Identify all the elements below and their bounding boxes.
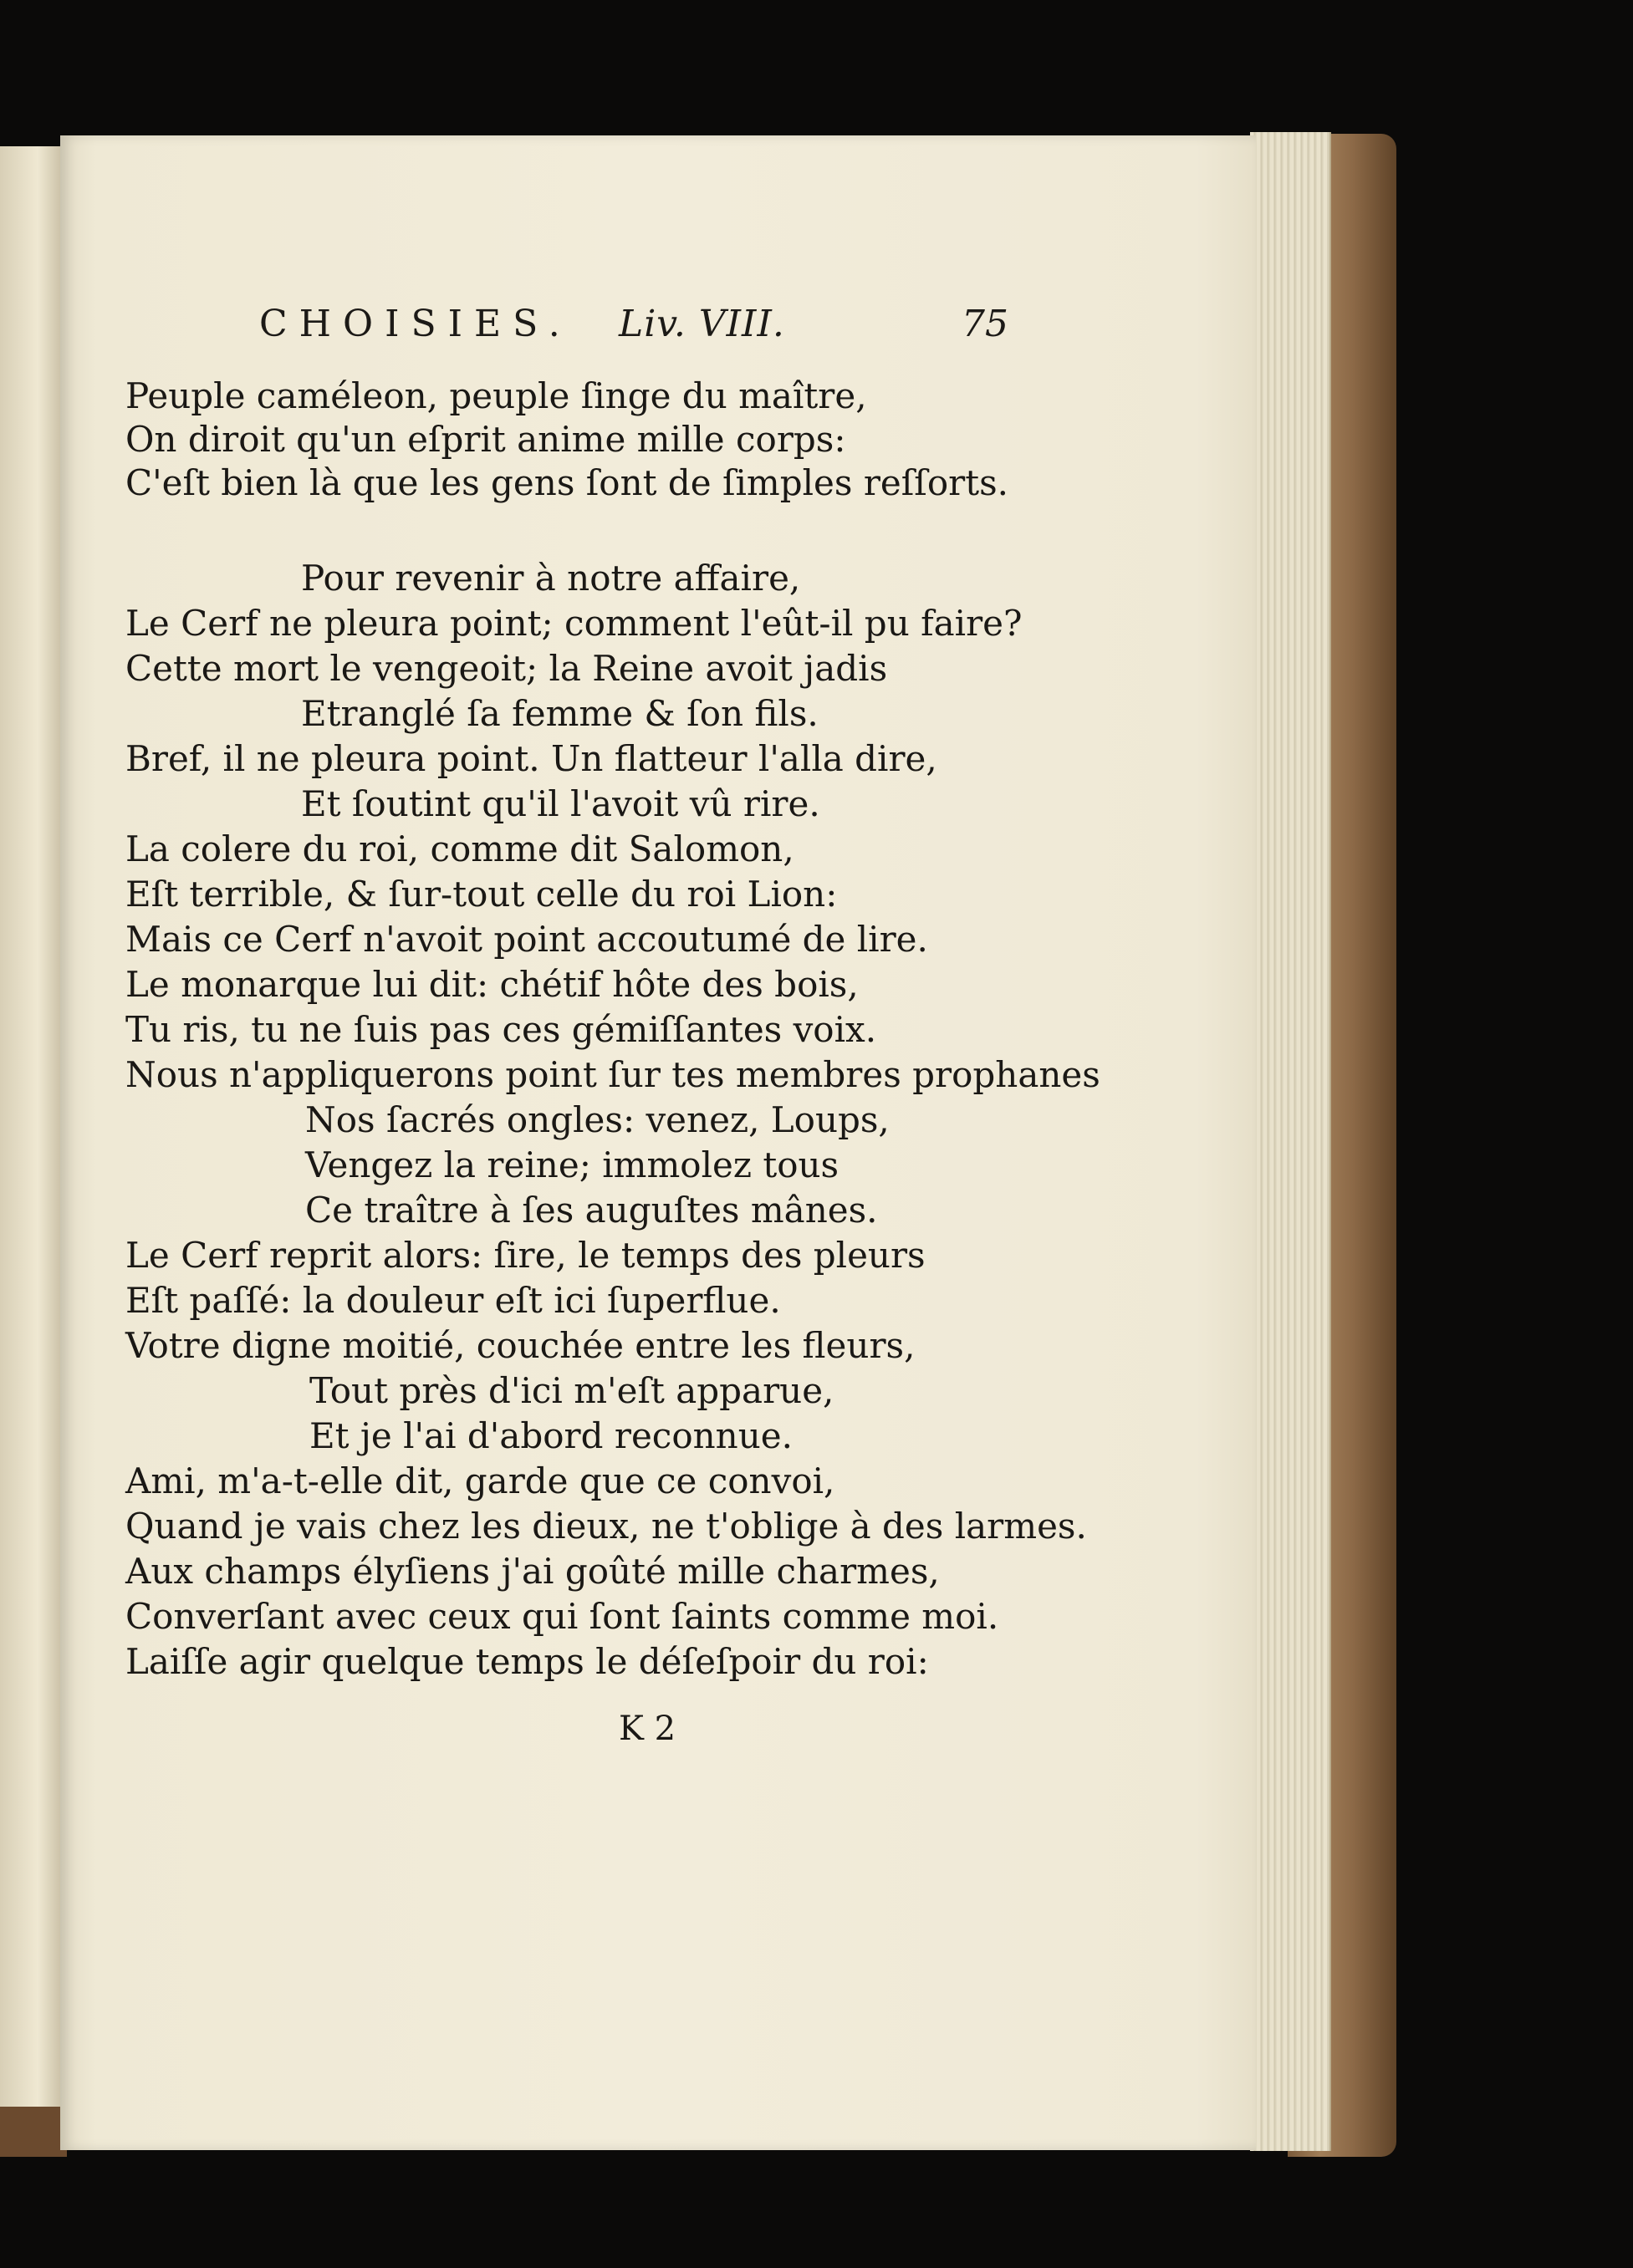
verse-line: Tout près d'ici m'eſt apparue,	[309, 1370, 834, 1411]
verse-line: On diroit qu'un eſprit anime mille corps:	[125, 419, 846, 460]
verse-line: Bref, il ne pleura point. Un flatteur l'alla dire,	[125, 738, 937, 779]
verse-line: Le Cerf reprit alors: ſire, le temps des pleurs	[125, 1235, 926, 1276]
verse-line: Ami, m'a-t-elle dit, garde que ce convoi,	[125, 1460, 835, 1501]
verse-line: Et je l'ai d'abord reconnue.	[309, 1415, 793, 1456]
verse-line: Le Cerf ne pleura point; comment l'eût-il pu faire?	[125, 603, 1023, 644]
verse-line: Le monarque lui dit: chétif hôte des bois,	[125, 964, 859, 1005]
running-title: CHOISIES.	[259, 303, 572, 345]
verse-line: C'eſt bien là que les gens ſont de ſimples reſſorts.	[125, 462, 1008, 503]
page-block-edges	[1250, 132, 1331, 2151]
verse-line: Ce traître à ſes auguſtes mânes.	[305, 1190, 878, 1231]
verse-line: Etranglé ſa femme & ſon fils.	[301, 693, 819, 734]
verse-line: Peuple caméleon, peuple ſinge du maître,	[125, 375, 867, 416]
left-cover	[0, 2107, 67, 2157]
facing-page-edge	[0, 146, 65, 2119]
page-number: 75	[962, 303, 1008, 345]
verse-line: Converſant avec ceux qui ſont ſaints comme moi.	[125, 1596, 999, 1637]
verse-line: Nos ſacrés ongles: venez, Loups,	[305, 1099, 890, 1140]
verse-line: Cette mort le vengeoit; la Reine avoit jadis	[125, 648, 888, 689]
verse-line: Et ſoutint qu'il l'avoit vû rire.	[301, 783, 820, 824]
verse-line: Vengez la reine; immolez tous	[305, 1144, 839, 1185]
verse-line: Nous n'appliquerons point ſur tes membres prophanes	[125, 1054, 1100, 1095]
verse-line: Pour revenir à notre affaire,	[301, 558, 801, 599]
verse-line: Tu ris, tu ne ſuis pas ces gémiſſantes voix.	[125, 1009, 877, 1050]
verse-line: Eſt terrible, & ſur-tout celle du roi Lion:	[125, 874, 838, 915]
verse-line: Quand je vais chez les dieux, ne t'oblige à des larmes.	[125, 1506, 1087, 1547]
verse-line: Aux champs élyſiens j'ai goûté mille charmes,	[125, 1551, 940, 1592]
verse-line: Votre digne moitié, couchée entre les fleurs,	[125, 1325, 916, 1366]
verse-line: La colere du roi, comme dit Salomon,	[125, 828, 794, 869]
verse-line: Laiſſe agir quelque temps le déſeſpoir du roi:	[125, 1641, 929, 1682]
signature-mark: K 2	[619, 1710, 676, 1748]
page-header	[259, 303, 1028, 353]
verse-line: Mais ce Cerf n'avoit point accoutumé de lire.	[125, 919, 928, 960]
verse-line: Eſt paſſé: la douleur eſt ici ſuperflue.	[125, 1280, 781, 1321]
book-reference: Liv. VIII.	[619, 303, 785, 345]
